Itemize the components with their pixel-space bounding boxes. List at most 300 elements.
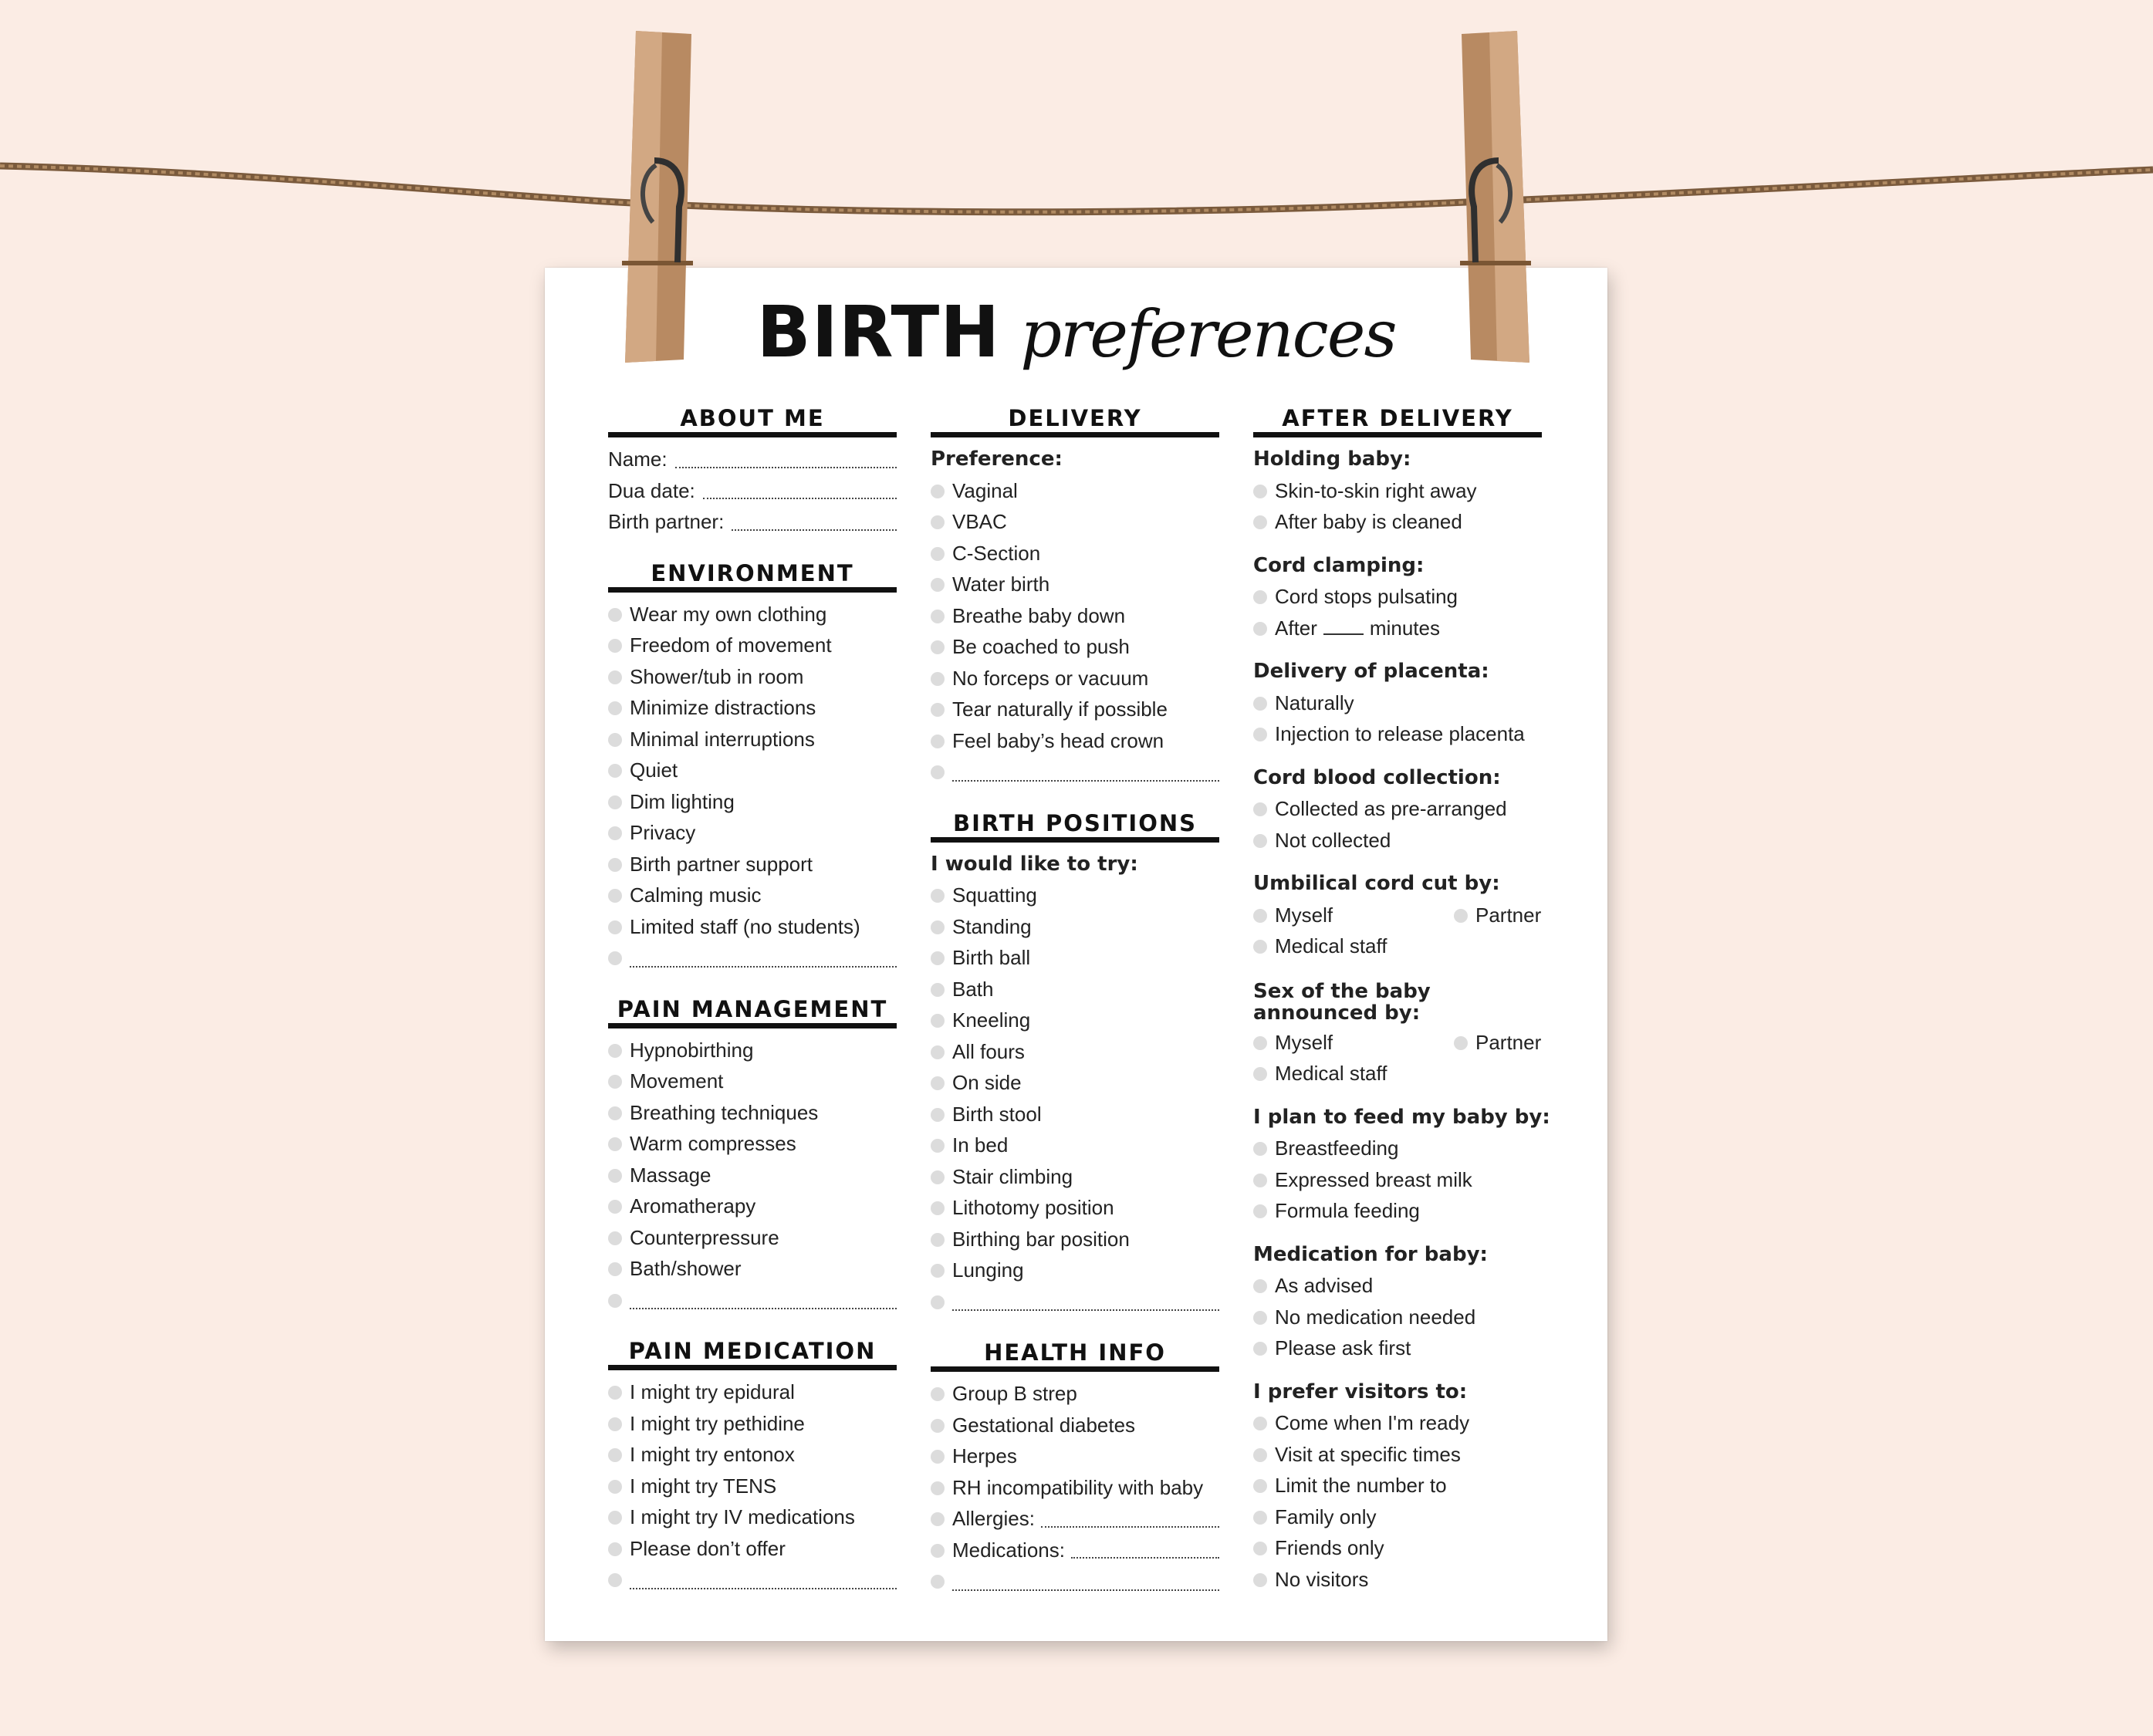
checkbox-dot-icon[interactable]: [608, 826, 622, 840]
checklist-option[interactable]: [931, 1099, 1219, 1130]
option-medical-staff[interactable]: [1253, 930, 1542, 962]
checkbox-dot-icon[interactable]: [931, 920, 945, 934]
option-label: VBAC: [952, 510, 1007, 533]
checklist-option[interactable]: [1253, 1470, 1542, 1501]
checkbox-dot-icon[interactable]: [931, 1575, 945, 1589]
checklist-option[interactable]: [1253, 1407, 1542, 1439]
option-label: Gestational diabetes: [952, 1413, 1136, 1437]
option-pair: [1253, 1027, 1542, 1059]
option-label: Breastfeeding: [1275, 1137, 1399, 1160]
column-right: [1253, 404, 1550, 1616]
checkbox-dot-icon[interactable]: [608, 1075, 622, 1089]
blank-option[interactable]: [608, 1564, 897, 1596]
checklist-option[interactable]: [608, 1128, 897, 1160]
checkbox-dot-icon[interactable]: [931, 703, 945, 717]
checkbox-dot-icon[interactable]: [608, 795, 622, 809]
option-label: No medication needed: [1275, 1305, 1476, 1329]
checklist: [931, 475, 1219, 757]
blank-option[interactable]: [931, 1565, 1219, 1597]
checkbox-dot-icon[interactable]: [1253, 1311, 1267, 1325]
checklist: [931, 1378, 1219, 1503]
option-label: In bed: [952, 1133, 1009, 1157]
checklist: [1253, 1407, 1542, 1595]
checkbox-dot-icon[interactable]: [1253, 622, 1267, 636]
birth-preferences-sheet: [545, 268, 1607, 1641]
checklist: [1253, 687, 1542, 750]
checkbox-dot-icon[interactable]: [1253, 485, 1267, 498]
checkbox-dot-icon[interactable]: [608, 858, 622, 872]
blank-option[interactable]: [931, 756, 1219, 788]
fill-line: [630, 966, 897, 968]
checkbox-dot-icon[interactable]: [931, 1233, 945, 1247]
title-script: preferences: [1020, 296, 1396, 372]
section-pain-management: [608, 995, 897, 1316]
checklist-option[interactable]: [1253, 1564, 1542, 1596]
option-label: Birth partner support: [630, 852, 813, 876]
clothespin-left-icon: [608, 29, 701, 369]
checklist-option[interactable]: [931, 1192, 1219, 1224]
option-label: Expressed breast milk: [1275, 1167, 1472, 1191]
checkbox-dot-icon[interactable]: [931, 1076, 945, 1090]
checklist-option[interactable]: [931, 911, 1219, 943]
checklist-option[interactable]: [608, 630, 897, 661]
checklist-option[interactable]: [608, 911, 897, 943]
checkbox-dot-icon[interactable]: [1253, 1067, 1267, 1081]
option-label: Vaginal: [952, 478, 1018, 502]
checkbox-dot-icon[interactable]: [931, 547, 945, 561]
checkbox-dot-icon[interactable]: [608, 889, 622, 903]
checklist-option[interactable]: [931, 569, 1219, 600]
checklist-option[interactable]: [1253, 1164, 1542, 1196]
option-label: Collected as pre-arranged: [1275, 797, 1507, 820]
checkbox-dot-icon[interactable]: [931, 951, 945, 965]
checkbox-dot-icon[interactable]: [931, 1139, 945, 1153]
option-myself[interactable]: [1253, 900, 1333, 931]
checkbox-dot-icon[interactable]: [1253, 802, 1267, 816]
checkbox-dot-icon[interactable]: [931, 735, 945, 748]
checkbox-dot-icon[interactable]: [608, 639, 622, 653]
checklist-option[interactable]: [608, 1191, 897, 1222]
option-label: Medications:: [952, 1538, 1065, 1562]
option-label: Partner: [1475, 1030, 1542, 1054]
checklist-option[interactable]: [931, 631, 1219, 663]
checkbox-dot-icon[interactable]: [931, 889, 945, 903]
option-label: Birthing bar position: [952, 1227, 1130, 1251]
holding-baby-subheading: Holding baby:: [1253, 448, 1411, 471]
checklist-option[interactable]: [931, 1440, 1219, 1472]
checklist-option[interactable]: [608, 1501, 897, 1533]
option-label: Myself: [1275, 1030, 1333, 1054]
blank-option[interactable]: [931, 1286, 1219, 1318]
section-heading: PAIN MANAGEMENT: [608, 995, 897, 1028]
section-heading: HEALTH INFO: [931, 1339, 1219, 1372]
checkbox-dot-icon[interactable]: [931, 1450, 945, 1464]
option-label: Freedom of movement: [630, 633, 832, 657]
option-label: Visit at specific times: [1275, 1442, 1461, 1466]
checkbox-dot-icon[interactable]: [608, 1231, 622, 1245]
checkbox-dot-icon[interactable]: [608, 1106, 622, 1120]
checkbox-dot-icon[interactable]: [608, 1386, 622, 1400]
checklist-option[interactable]: [931, 1036, 1219, 1068]
option-label: Calming music: [630, 883, 762, 907]
checklist-option[interactable]: [931, 475, 1219, 507]
checklist-option[interactable]: [1253, 506, 1542, 538]
checklist-option[interactable]: [931, 600, 1219, 632]
checkbox-dot-icon[interactable]: [608, 1573, 622, 1587]
section-environment: [608, 559, 897, 974]
checklist-option[interactable]: [608, 1376, 897, 1408]
checklist-option[interactable]: [1253, 1195, 1542, 1227]
checklist: [1253, 1270, 1542, 1364]
fill-line: [630, 1308, 897, 1309]
checkbox-dot-icon[interactable]: [931, 672, 945, 686]
checkbox-dot-icon[interactable]: [931, 610, 945, 623]
option-label: Not collected: [1275, 828, 1391, 852]
checklist-option[interactable]: [931, 1224, 1219, 1255]
checklist: [1253, 475, 1542, 538]
option-label: Standing: [952, 914, 1032, 938]
field-label: Dua date:: [608, 478, 695, 502]
checkbox-dot-icon[interactable]: [931, 765, 945, 779]
checkbox-dot-icon[interactable]: [1253, 1036, 1267, 1050]
fill-line: [675, 444, 897, 468]
option-label: Minimize distractions: [630, 696, 816, 719]
checkbox-dot-icon[interactable]: [1253, 1142, 1267, 1156]
checkbox-dot-icon[interactable]: [931, 1014, 945, 1028]
checklist-option[interactable]: [931, 1255, 1219, 1286]
checkbox-dot-icon[interactable]: [931, 1544, 945, 1558]
cord-clamping-subheading: Cord clamping:: [1253, 553, 1425, 577]
checklist-option[interactable]: [608, 817, 897, 849]
checklist-option[interactable]: [608, 849, 897, 880]
blank-option[interactable]: [608, 942, 897, 974]
option-label: Minimal interruptions: [630, 727, 815, 751]
checkbox-dot-icon[interactable]: [1253, 1448, 1267, 1462]
checklist-option[interactable]: [931, 1130, 1219, 1161]
cord-after-minutes-option[interactable]: [1253, 613, 1542, 644]
checkbox-dot-icon[interactable]: [931, 1512, 945, 1526]
checkbox-dot-icon[interactable]: [608, 1294, 622, 1308]
checkbox-dot-icon[interactable]: [1253, 1417, 1267, 1430]
checkbox-dot-icon[interactable]: [931, 1108, 945, 1122]
checklist-option[interactable]: [1253, 687, 1542, 719]
fill-line: [630, 1588, 897, 1589]
checklist-option[interactable]: [931, 880, 1219, 911]
option-label: Dim lighting: [630, 789, 735, 813]
checkbox-dot-icon[interactable]: [1253, 940, 1267, 954]
option-label: Medical staff: [1275, 1062, 1387, 1085]
checklist-option[interactable]: [608, 1439, 897, 1471]
checkbox-dot-icon[interactable]: [608, 670, 622, 684]
checkbox-dot-icon[interactable]: [608, 701, 622, 715]
checklist-option[interactable]: [608, 755, 897, 786]
option-partner[interactable]: [1454, 1027, 1541, 1059]
checklist-option[interactable]: [931, 694, 1219, 725]
checklist-option[interactable]: [931, 1067, 1219, 1099]
option-label: No forceps or vacuum: [952, 666, 1149, 690]
checklist-option[interactable]: [608, 880, 897, 911]
option-label: Partner: [1475, 903, 1542, 927]
option-label: I might try IV medications: [630, 1505, 855, 1528]
visitors-subheading: I prefer visitors to:: [1253, 1380, 1468, 1403]
option-label: Feel baby’s head crown: [952, 728, 1164, 752]
checkbox-dot-icon[interactable]: [608, 1480, 622, 1494]
checklist-option[interactable]: [1253, 475, 1542, 507]
checkbox-dot-icon[interactable]: [931, 1387, 945, 1401]
checklist-option[interactable]: [1253, 1133, 1542, 1164]
checklist-option[interactable]: [608, 661, 897, 693]
option-label: Breathing techniques: [630, 1100, 819, 1124]
option-label: I might try epidural: [630, 1380, 795, 1403]
checklist-option[interactable]: [931, 1005, 1219, 1036]
option-label: Medical staff: [1275, 934, 1387, 958]
option-myself[interactable]: [1253, 1027, 1333, 1059]
checklist-option[interactable]: [608, 1160, 897, 1191]
checkbox-dot-icon[interactable]: [931, 1170, 945, 1184]
option-label: Cord stops pulsating: [1275, 585, 1458, 608]
checkbox-dot-icon[interactable]: [931, 640, 945, 654]
option-label: Shower/tub in room: [630, 664, 804, 688]
checkbox-dot-icon[interactable]: [608, 1200, 622, 1214]
twine-string: [0, 0, 2153, 262]
checkbox-dot-icon[interactable]: [1253, 1174, 1267, 1187]
option-label: Water birth: [952, 572, 1050, 596]
checkbox-dot-icon[interactable]: [1253, 697, 1267, 711]
option-label: minutes: [1369, 616, 1440, 640]
checkbox-dot-icon[interactable]: [608, 1511, 622, 1525]
allergies-option[interactable]: [931, 1503, 1219, 1535]
title-main: BIRTH: [756, 291, 1001, 373]
checkbox-dot-icon[interactable]: [1253, 1542, 1267, 1555]
checkbox-dot-icon[interactable]: [931, 485, 945, 498]
option-label: Friends only: [1275, 1536, 1384, 1559]
umbilical-cord-subheading: Umbilical cord cut by:: [1253, 872, 1500, 895]
checkbox-dot-icon[interactable]: [1253, 728, 1267, 741]
section-heading: ABOUT ME: [608, 404, 897, 437]
checkbox-dot-icon[interactable]: [1253, 1279, 1267, 1293]
checkbox-dot-icon[interactable]: [931, 1481, 945, 1495]
checkbox-dot-icon[interactable]: [608, 1137, 622, 1151]
checklist-option[interactable]: [1253, 1501, 1542, 1533]
section-heading: ENVIRONMENT: [608, 559, 897, 593]
section-heading: BIRTH POSITIONS: [931, 809, 1219, 843]
checklist-option[interactable]: [608, 786, 897, 818]
checklist-option[interactable]: [608, 1097, 897, 1129]
option-label: Limited staff (no students): [630, 914, 860, 938]
checklist-option[interactable]: [931, 538, 1219, 569]
checklist-option[interactable]: [608, 1533, 897, 1565]
option-label: Be coached to push: [952, 635, 1130, 658]
option-label: Bath/shower: [630, 1257, 742, 1280]
fill-line: [952, 1589, 1219, 1591]
option-label: Tear naturally if possible: [952, 697, 1168, 721]
section-heading: DELIVERY: [931, 404, 1219, 437]
checklist-option[interactable]: [1253, 1532, 1542, 1564]
checklist-option[interactable]: [608, 1035, 897, 1066]
option-partner[interactable]: [1454, 900, 1541, 931]
option-label: Myself: [1275, 903, 1333, 927]
option-label: I might try pethidine: [630, 1411, 805, 1435]
fill-line: [1071, 1535, 1219, 1559]
name-field[interactable]: [608, 444, 897, 475]
checkbox-dot-icon[interactable]: [1253, 909, 1267, 923]
checkbox-dot-icon[interactable]: [1253, 834, 1267, 848]
checklist-option[interactable]: [931, 1161, 1219, 1193]
checkbox-dot-icon[interactable]: [608, 1169, 622, 1183]
checkbox-dot-icon[interactable]: [931, 515, 945, 529]
checkbox-dot-icon[interactable]: [931, 983, 945, 997]
checkbox-dot-icon[interactable]: [608, 608, 622, 622]
checklist-option[interactable]: [931, 725, 1219, 757]
checklist-option[interactable]: [931, 1378, 1219, 1410]
option-label: Massage: [630, 1163, 711, 1187]
checklist: [608, 1035, 897, 1285]
option-label: I might try entonox: [630, 1443, 795, 1466]
option-label: On side: [952, 1071, 1022, 1094]
checklist-option[interactable]: [931, 506, 1219, 538]
option-label: Squatting: [952, 883, 1037, 907]
option-label: Skin-to-skin right away: [1275, 478, 1477, 502]
option-label: Movement: [630, 1069, 724, 1093]
checklist-option[interactable]: [931, 1472, 1219, 1504]
checklist-option[interactable]: [1253, 1302, 1542, 1333]
feed-subheading: I plan to feed my baby by:: [1253, 1105, 1550, 1129]
checkbox-dot-icon[interactable]: [1454, 909, 1468, 923]
option-label: Breathe baby down: [952, 603, 1126, 627]
checkbox-dot-icon[interactable]: [1253, 590, 1267, 604]
option-label: Aromatherapy: [630, 1194, 756, 1218]
checklist-option[interactable]: [1253, 1270, 1542, 1302]
checkbox-dot-icon[interactable]: [608, 1417, 622, 1431]
field-label: Name:: [608, 448, 668, 471]
checkbox-dot-icon[interactable]: [1454, 1036, 1468, 1050]
checklist-option[interactable]: [608, 692, 897, 724]
option-label: Formula feeding: [1275, 1199, 1420, 1222]
checkbox-dot-icon[interactable]: [1253, 1479, 1267, 1493]
checklist: [608, 1376, 897, 1564]
checkbox-dot-icon[interactable]: [1253, 1342, 1267, 1356]
checkbox-dot-icon[interactable]: [1253, 515, 1267, 529]
section-health-info: [931, 1339, 1219, 1597]
checkbox-dot-icon[interactable]: [608, 920, 622, 934]
section-heading: PAIN MEDICATION: [608, 1337, 897, 1370]
fill-line: [952, 780, 1219, 782]
cord-blood-subheading: Cord blood collection:: [1253, 765, 1501, 789]
checklist-option[interactable]: [1253, 793, 1542, 825]
checklist-option[interactable]: [931, 1410, 1219, 1441]
section-subheading: Preference:: [931, 448, 1063, 471]
option-label: Injection to release placenta: [1275, 722, 1525, 745]
section-delivery: [931, 404, 1219, 788]
clothespin-right-icon: [1452, 29, 1545, 369]
option-label: No visitors: [1275, 1567, 1369, 1591]
medications-option[interactable]: [931, 1535, 1219, 1566]
placenta-subheading: Delivery of placenta:: [1253, 660, 1489, 683]
option-label: Group B strep: [952, 1382, 1077, 1405]
fill-line: [1041, 1503, 1219, 1528]
checkbox-dot-icon[interactable]: [1253, 1204, 1267, 1218]
checklist: [608, 599, 897, 943]
checkbox-dot-icon[interactable]: [931, 578, 945, 592]
birth-partner-field[interactable]: [608, 506, 897, 538]
minutes-blank[interactable]: [1323, 618, 1364, 635]
checklist-option[interactable]: [931, 974, 1219, 1005]
checklist-option[interactable]: [608, 1066, 897, 1097]
checklist-option[interactable]: [1253, 825, 1542, 856]
option-label: Herpes: [952, 1444, 1017, 1467]
checklist-option[interactable]: [1253, 1332, 1542, 1364]
section-about-me: [608, 404, 897, 538]
option-label: Privacy: [630, 821, 696, 844]
checklist-option[interactable]: [931, 663, 1219, 694]
checkbox-dot-icon[interactable]: [608, 1448, 622, 1462]
page-title: [545, 291, 1607, 373]
checklist-option[interactable]: [608, 1408, 897, 1440]
checkbox-dot-icon[interactable]: [931, 1295, 945, 1309]
option-label: Naturally: [1275, 691, 1354, 714]
option-label: Wear my own clothing: [630, 602, 827, 626]
option-label: After baby is cleaned: [1275, 510, 1462, 533]
checklist-option[interactable]: [608, 1471, 897, 1502]
checkbox-dot-icon[interactable]: [608, 1044, 622, 1058]
checkbox-dot-icon[interactable]: [931, 1264, 945, 1278]
option-label: Quiet: [630, 758, 678, 782]
option-label: Birth ball: [952, 946, 1031, 969]
checkbox-dot-icon[interactable]: [608, 764, 622, 778]
due-date-field[interactable]: [608, 475, 897, 507]
checklist-option[interactable]: [1253, 718, 1542, 750]
field-label: Birth partner:: [608, 510, 725, 533]
checkbox-dot-icon[interactable]: [931, 1045, 945, 1059]
option-label: Kneeling: [952, 1008, 1031, 1032]
option-label: All fours: [952, 1039, 1025, 1063]
medication-subheading: Medication for baby:: [1253, 1242, 1488, 1266]
checkbox-dot-icon[interactable]: [931, 1201, 945, 1215]
option-label: Lunging: [952, 1258, 1024, 1282]
option-label: C-Section: [952, 541, 1041, 565]
checklist: [1253, 1133, 1542, 1227]
checkbox-dot-icon[interactable]: [1253, 1511, 1267, 1525]
blank-option[interactable]: [608, 1285, 897, 1316]
section-birth-positions: [931, 809, 1219, 1318]
option-label: Counterpressure: [630, 1225, 779, 1249]
option-label: Warm compresses: [630, 1132, 796, 1155]
sex-announced-subheading: Sex of the baby announced by:: [1253, 979, 1431, 1025]
checkbox-dot-icon[interactable]: [608, 951, 622, 965]
checklist-option[interactable]: [608, 724, 897, 755]
checkbox-dot-icon[interactable]: [608, 733, 622, 747]
checklist-option[interactable]: [608, 1253, 897, 1285]
option-pair: [1253, 900, 1542, 931]
checklist-option[interactable]: [608, 1222, 897, 1254]
checklist-option[interactable]: [931, 942, 1219, 974]
section-pain-medication: [608, 1337, 897, 1596]
option-label: After: [1275, 616, 1317, 640]
column-left: [608, 404, 897, 1617]
checkbox-dot-icon[interactable]: [931, 1419, 945, 1433]
option-label: Come when I'm ready: [1275, 1411, 1470, 1434]
checkbox-dot-icon[interactable]: [1253, 1573, 1267, 1587]
option-label: Allergies:: [952, 1507, 1035, 1530]
option-medical-staff[interactable]: [1253, 1058, 1542, 1089]
checkbox-dot-icon[interactable]: [608, 1262, 622, 1276]
checkbox-dot-icon[interactable]: [608, 1542, 622, 1556]
checklist-option[interactable]: [1253, 581, 1542, 613]
checklist-option[interactable]: [1253, 1439, 1542, 1471]
option-label: RH incompatibility with baby: [952, 1475, 1204, 1499]
option-label: As advised: [1275, 1274, 1374, 1297]
checklist-option[interactable]: [608, 599, 897, 630]
